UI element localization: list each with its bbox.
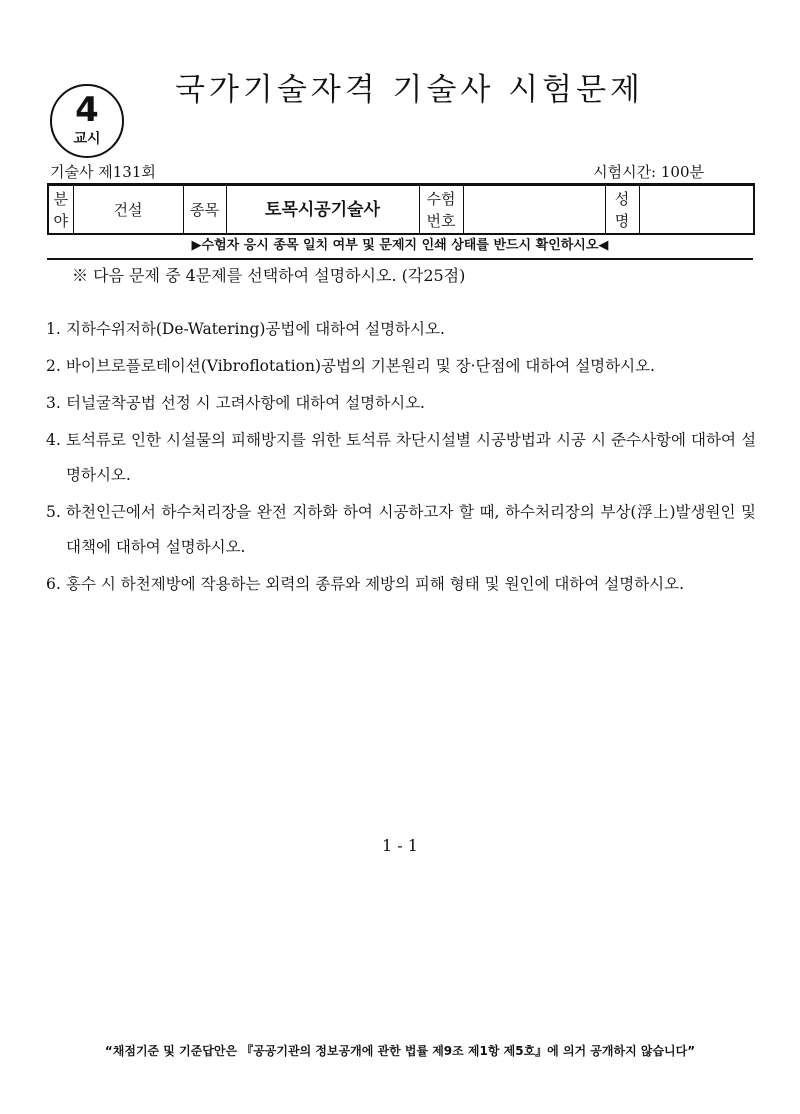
check-notice: ▶수험자 응시 종목 일치 여부 및 문제지 인쇄 상태를 반드시 확인하시오◀	[191, 238, 609, 253]
field-label: 분야	[53, 189, 68, 230]
name-label-cell	[605, 185, 639, 235]
field-label-cell	[48, 185, 73, 235]
question-item	[46, 386, 756, 421]
question-text: 하천인근에서 하수처리장을 완전 지하화 하여 시공하고자 할 때, 하수처리장의 부상(浮上)발생원인 및 대책에 대하여 설명하시오.	[66, 503, 756, 556]
exam-id-label: 수험번호	[426, 189, 456, 230]
question-text: 바이브로플로테이션(Vibroflotation)공법의 기본원리 및 장·단점에 대하여 설명하시오.	[66, 357, 655, 375]
name-label: 성명	[614, 189, 630, 230]
exam-id-field[interactable]	[463, 185, 605, 235]
session-badge	[50, 84, 124, 158]
session-label: 교시	[73, 131, 101, 147]
question-item	[46, 495, 756, 565]
question-list	[46, 312, 756, 604]
question-text: 터널굴착공법 선정 시 고려사항에 대하여 설명하시오.	[66, 394, 425, 412]
exam-time: 시험시간: 100분	[593, 163, 704, 181]
category-label-cell	[183, 185, 226, 235]
question-number: 6.	[46, 575, 61, 593]
field-value: 건설	[113, 200, 143, 219]
exam-round: 기술사 제131회	[50, 163, 156, 181]
category-label: 종목	[190, 200, 219, 219]
page-title: 국가기술자격 기술사 시험문제	[175, 72, 645, 108]
question-item	[46, 349, 756, 384]
category-value: 토목시공기술사	[265, 199, 380, 220]
question-item	[46, 423, 756, 493]
question-item	[46, 312, 756, 347]
question-text: 토석류로 인한 시설물의 피해방지를 위한 토석류 차단시설별 시공방법과 시공 시 준수사항에 대하여 설명하시오.	[66, 431, 756, 484]
question-number: 3.	[46, 394, 61, 412]
question-number: 2.	[46, 357, 61, 375]
name-field[interactable]	[639, 185, 754, 235]
instruction: ※ 다음 문제 중 4문제를 선택하여 설명하시오. (각25점)	[72, 266, 466, 285]
question-number: 4.	[46, 431, 61, 449]
field-value-cell	[73, 185, 183, 235]
category-value-cell	[226, 185, 419, 235]
page-number: 1 - 1	[382, 836, 418, 855]
disclosure-footer: “채점기준 및 기준답안은 『공공기관의 정보공개에 관한 법률 제9조 제1항 제5호』에 의거 공개하지 않습니다”	[104, 1044, 696, 1058]
question-item	[46, 567, 756, 602]
question-number: 5.	[46, 503, 61, 521]
session-number: 4	[75, 90, 99, 130]
divider	[47, 258, 753, 260]
exam-info-table	[47, 183, 755, 235]
question-number: 1.	[46, 320, 61, 338]
question-text: 지하수위저하(De-Watering)공법에 대하여 설명하시오.	[66, 320, 445, 338]
exam-id-label-cell	[419, 185, 463, 235]
question-text: 홍수 시 하천제방에 작용하는 외력의 종류와 제방의 피해 형태 및 원인에 대하여 설명하시오.	[66, 575, 685, 593]
